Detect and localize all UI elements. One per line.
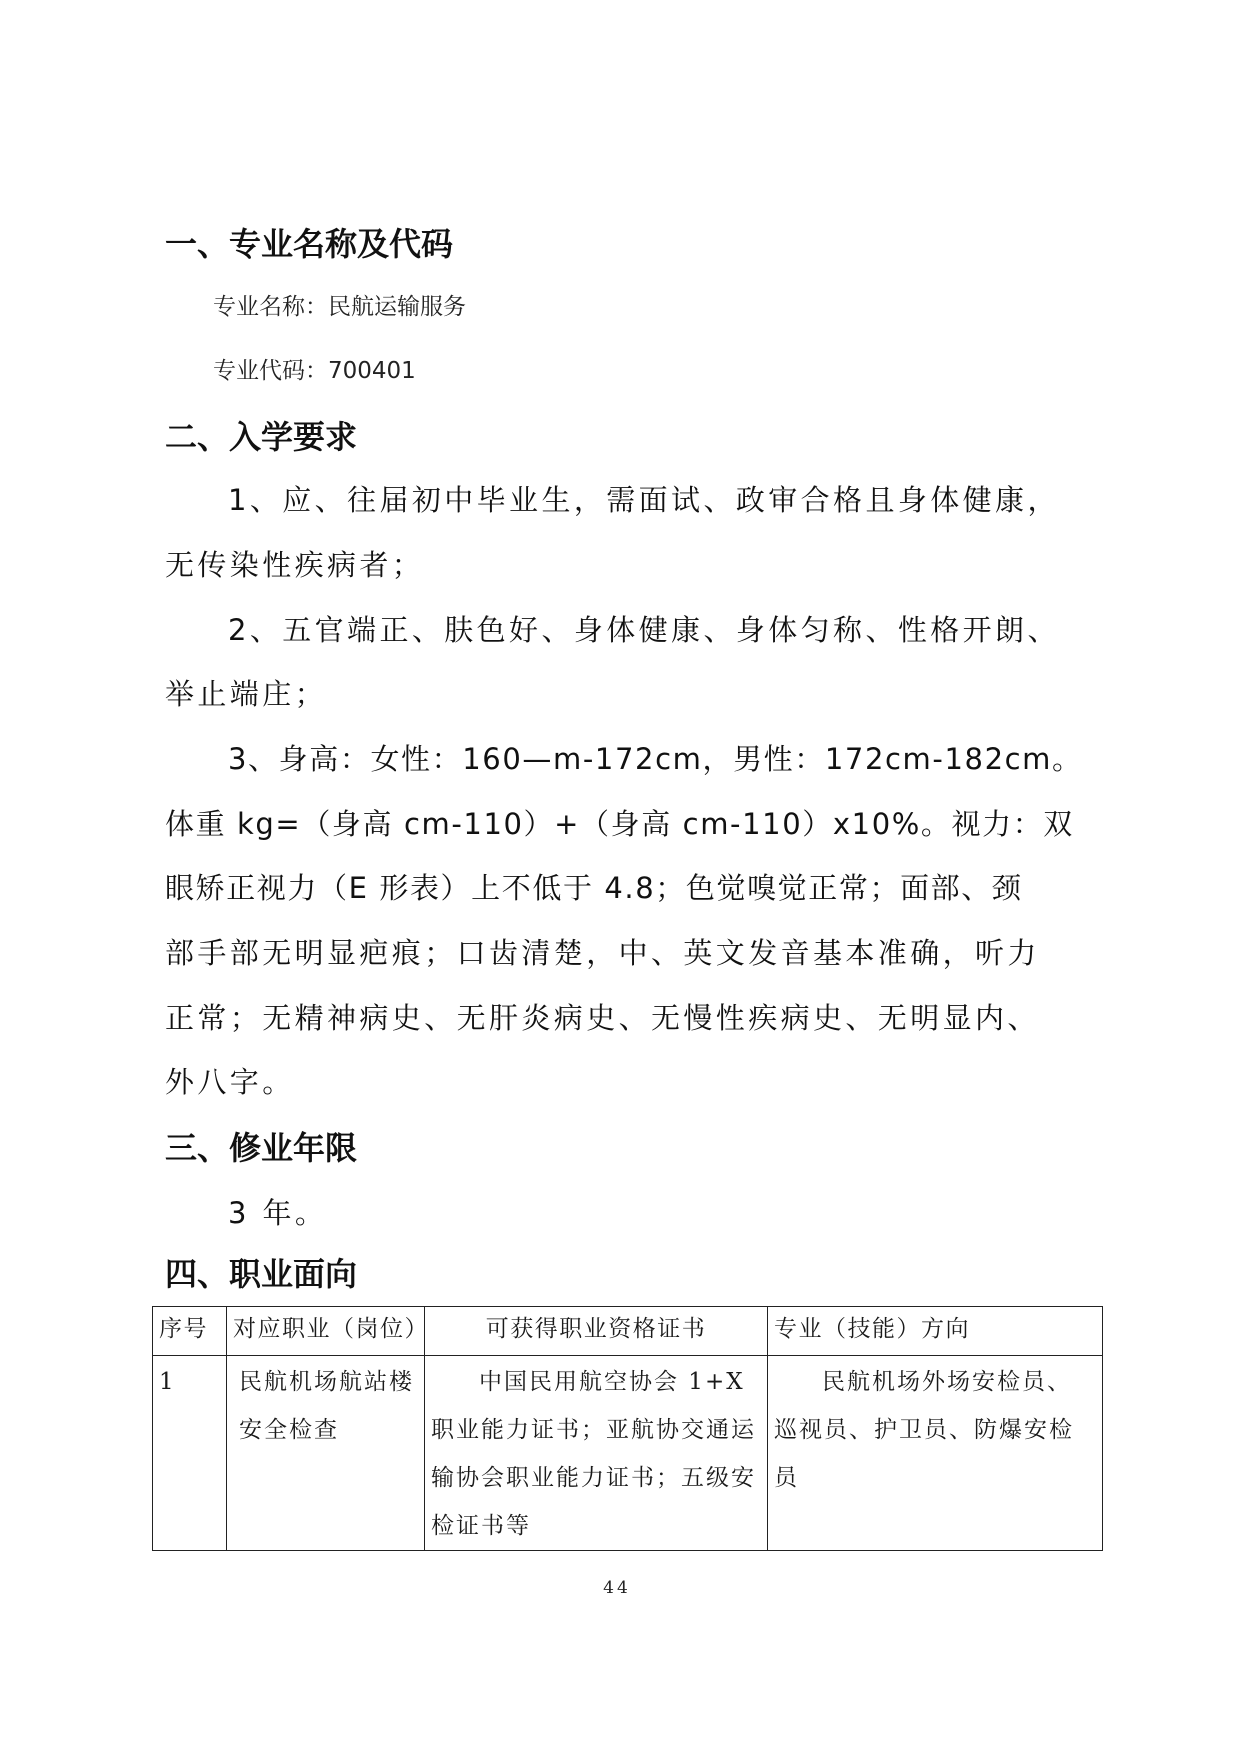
requirement-line-2: 无传染性疾病者； xyxy=(165,548,425,582)
major-code-line: 专业代码：700401 xyxy=(213,358,416,384)
header-certificates: 可获得职业资格证书 xyxy=(425,1307,768,1356)
section-2-heading: 二、入学要求 xyxy=(165,418,358,456)
requirement-line-8: 部手部无明显疤痕；口齿清楚，中、英文发音基本准确，听力 xyxy=(165,936,1040,970)
requirement-line-6: 体重 kg=（身高 cm-110）+（身高 cm-110）x10%。视力：双 xyxy=(165,807,1074,841)
table-header-row xyxy=(153,1307,1103,1356)
requirement-line-9: 正常；无精神病史、无肝炎病史、无慢性疾病史、无明显内、 xyxy=(165,1001,1040,1035)
requirement-line-1: 1、应、往届初中毕业生，需面试、政审合格且身体健康， xyxy=(228,483,1060,517)
study-duration: 3 年。 xyxy=(228,1196,328,1230)
cell-occupation: 民航机场航站楼安全检查 xyxy=(227,1356,425,1551)
header-no: 序号 xyxy=(153,1307,227,1356)
cell-direction: 民航机场外场安检员、巡视员、护卫员、防爆安检员 xyxy=(768,1356,1103,1551)
requirement-line-5: 3、身高：女性：160—m-172cm，男性：172cm-182cm。 xyxy=(228,742,1083,776)
cell-no: 1 xyxy=(153,1356,227,1551)
section-4-heading: 四、职业面向 xyxy=(165,1255,358,1293)
page-number: 44 xyxy=(603,1578,631,1598)
requirement-line-3: 2、五官端正、肤色好、身体健康、身体匀称、性格开朗、 xyxy=(228,613,1060,647)
requirement-line-10: 外八字。 xyxy=(165,1065,295,1099)
header-direction: 专业（技能）方向 xyxy=(768,1307,1103,1356)
section-3-heading: 三、修业年限 xyxy=(165,1129,358,1167)
cell-certificates: 中国民用航空协会 1+X 职业能力证书；亚航协交通运输协会职业能力证书；五级安检证书等 xyxy=(425,1356,768,1551)
major-name-line: 专业名称：民航运输服务 xyxy=(213,294,466,320)
header-occupation: 对应职业（岗位） xyxy=(227,1307,425,1356)
requirement-line-7: 眼矫正视力（E 形表）上不低于 4.8；色觉嗅觉正常；面部、颈 xyxy=(165,871,1023,905)
occupation-table xyxy=(152,1306,1103,1551)
section-1-heading: 一、专业名称及代码 xyxy=(165,225,454,263)
table-row xyxy=(153,1356,1103,1551)
requirement-line-4: 举止端庄； xyxy=(165,677,328,711)
